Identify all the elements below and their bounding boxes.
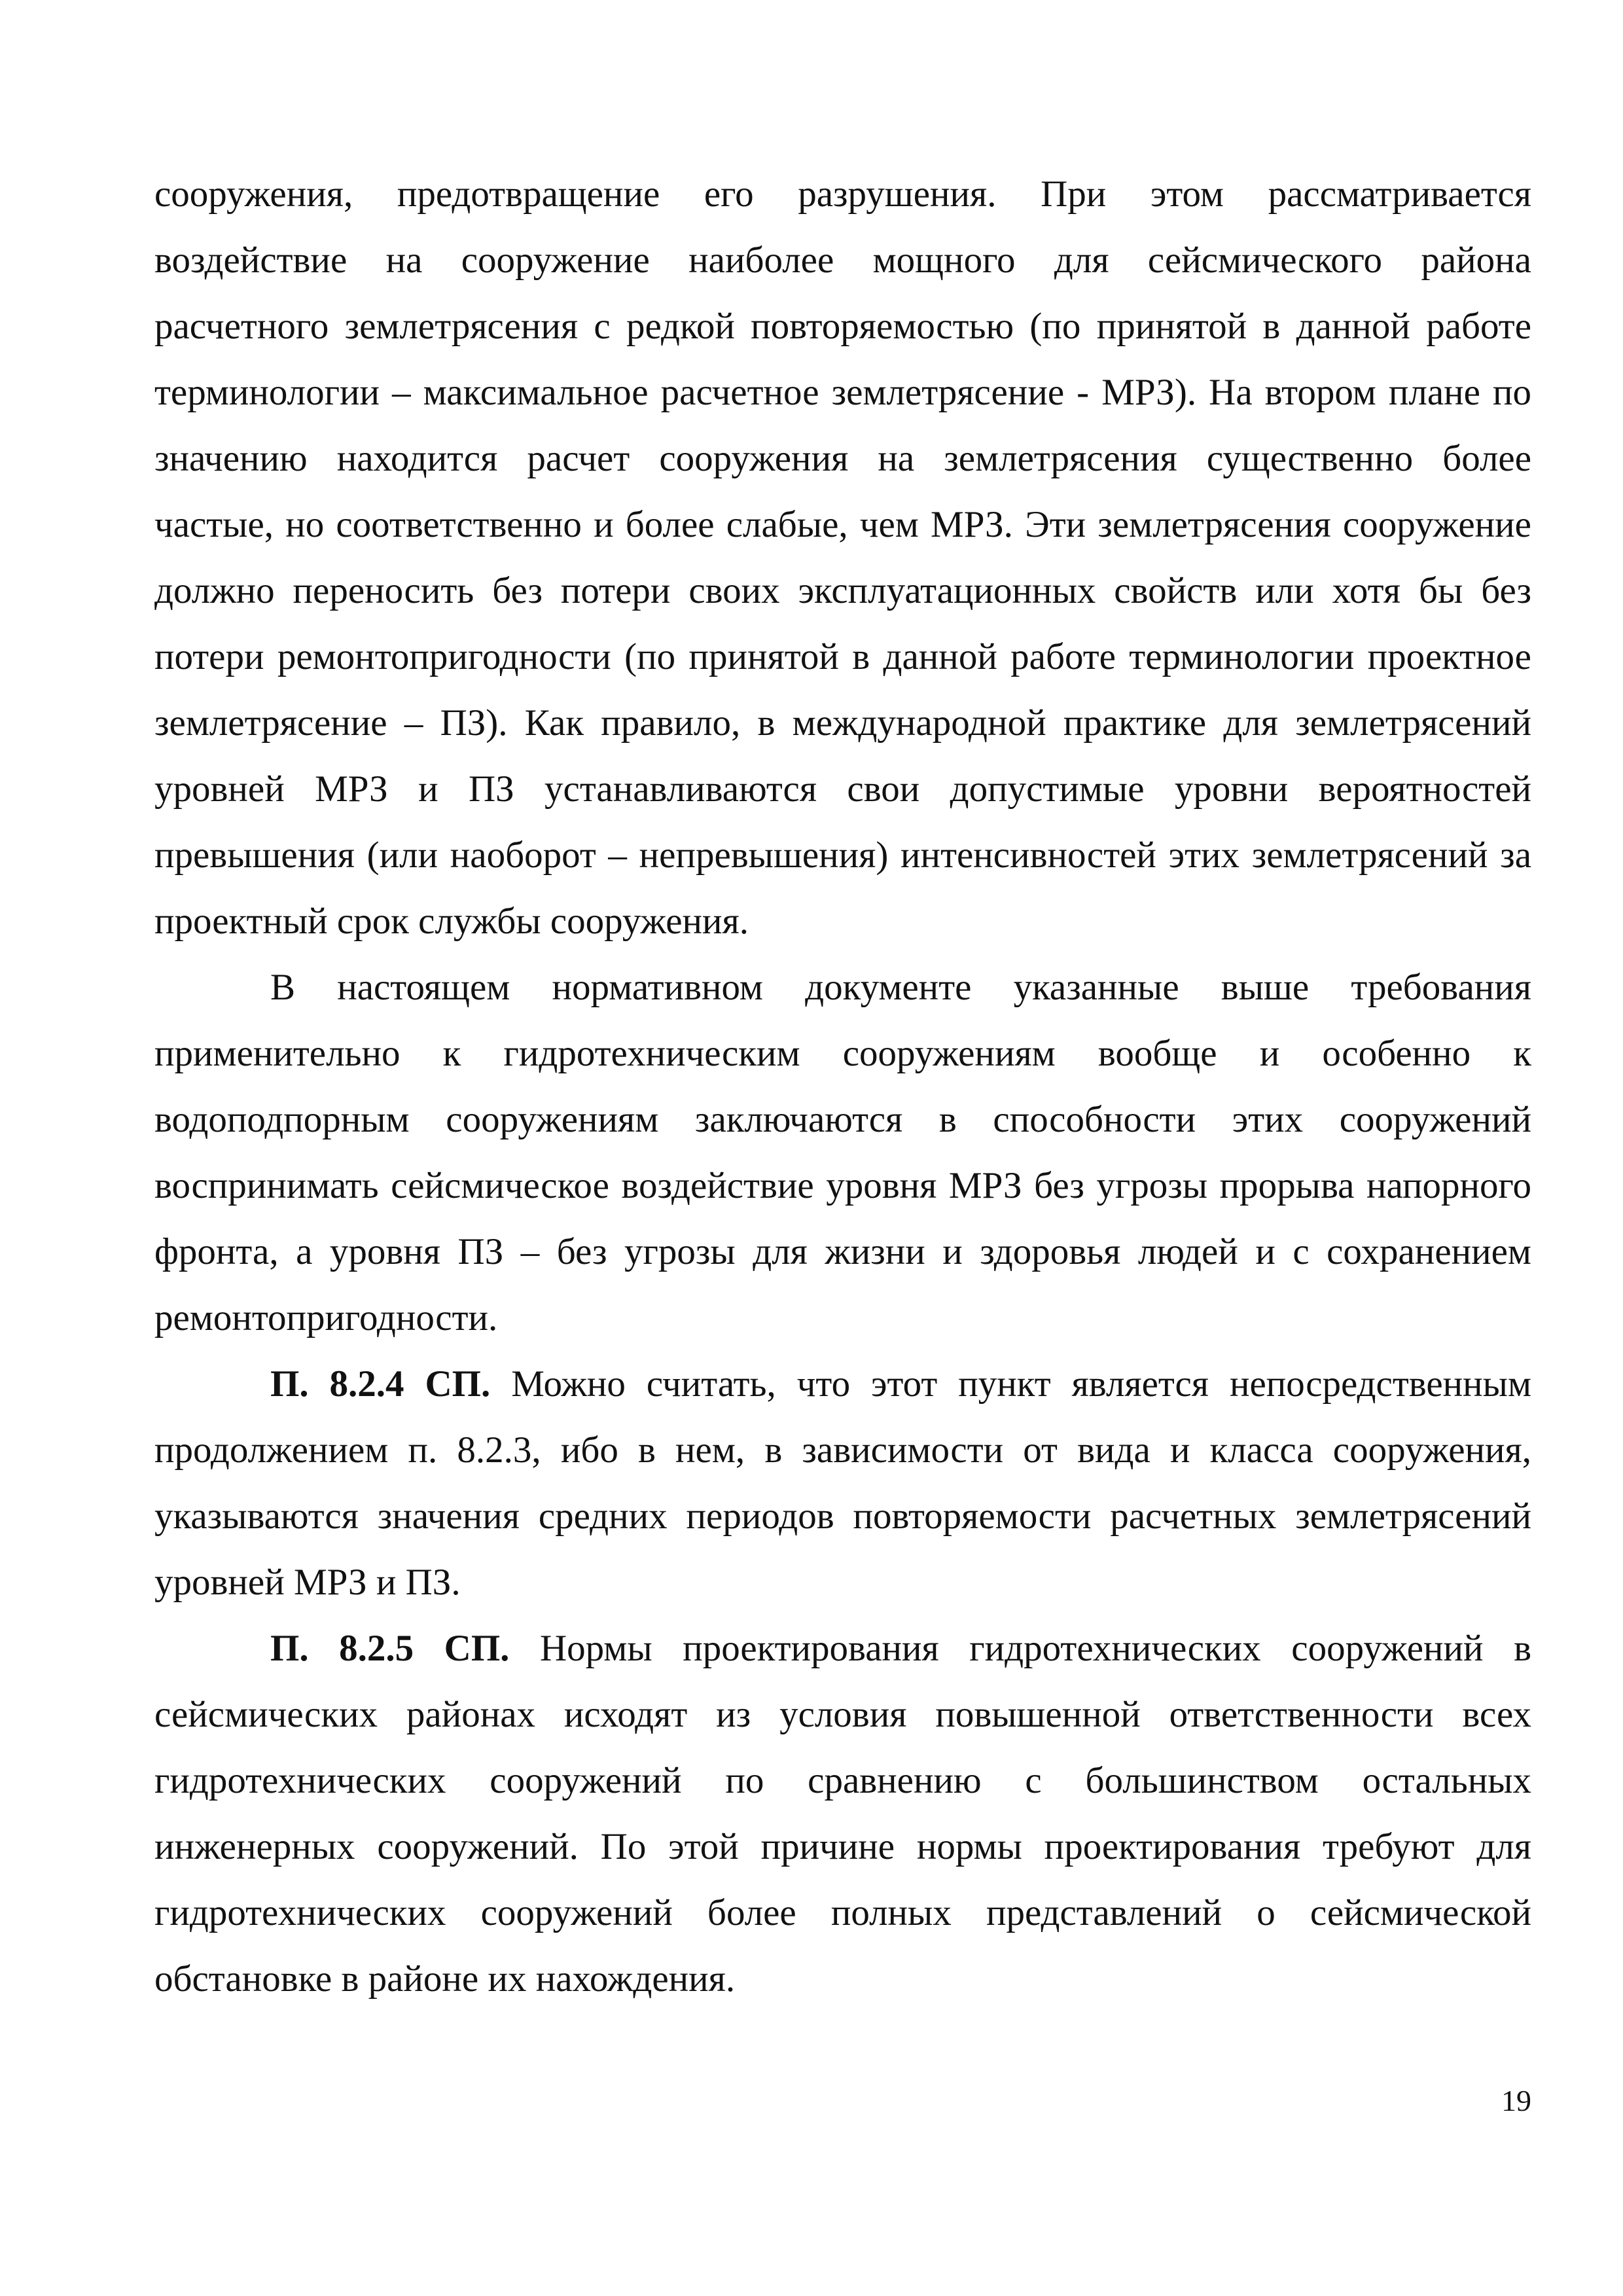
paragraph-line: частые, но соответственно и более слабые, чем МРЗ. Эти землетрясения сооружение bbox=[154, 504, 1531, 545]
paragraph-line: гидротехнических сооружений по сравнению с большинством остальных bbox=[154, 1760, 1531, 1801]
paragraph-line: терминологии – максимальное расчетное землетрясение - МРЗ). На втором плане по bbox=[154, 372, 1531, 413]
paragraph-line-text: Можно считать, что этот пункт является непосредственным bbox=[511, 1363, 1531, 1405]
paragraph-line: уровней МРЗ и ПЗ. bbox=[154, 1562, 461, 1603]
paragraph-line: превышения (или наоборот – непревышения) интенсивностей этих землетрясений за bbox=[154, 834, 1531, 876]
paragraph-line: сооружения, предотвращение его разрушения. При этом рассматривается bbox=[154, 173, 1531, 215]
page-number: 19 bbox=[1501, 2084, 1531, 2117]
clause-reference: П. 8.2.5 СП. bbox=[270, 1628, 510, 1669]
paragraph-line bbox=[154, 1351, 1531, 1417]
paragraph-line: обстановке в районе их нахождения. bbox=[154, 1958, 736, 2000]
paragraph-line: инженерных сооружений. По этой причине нормы проектирования требуют для bbox=[154, 1826, 1531, 1867]
paragraph-line: воздействие на сооружение наиболее мощного для сейсмического района bbox=[154, 240, 1531, 281]
paragraph-line: значению находится расчет сооружения на землетрясения существенно более bbox=[154, 438, 1531, 479]
clause-reference: П. 8.2.4 СП. bbox=[270, 1363, 491, 1405]
paragraph-2 bbox=[154, 954, 1531, 1351]
paragraph-line: воспринимать сейсмическое воздействие уровня МРЗ без угрозы прорыва напорного bbox=[154, 1165, 1531, 1206]
paragraph-line: землетрясение – ПЗ). Как правило, в международной практике для землетрясений bbox=[154, 702, 1531, 744]
paragraph-line: потери ремонтопригодности (по принятой в данной работе терминологии проектное bbox=[154, 636, 1531, 677]
page-body bbox=[154, 161, 1531, 2012]
paragraph-line: продолжением п. 8.2.3, ибо в нем, в зависимости от вида и класса сооружения, bbox=[154, 1429, 1531, 1471]
paragraph-line: проектный срок службы сооружения. bbox=[154, 901, 749, 942]
paragraph-line: ремонтопригодности. bbox=[154, 1297, 498, 1338]
paragraph-line: расчетного землетрясения с редкой повторяемостью (по принятой в данной работе bbox=[154, 306, 1531, 347]
paragraph-line: уровней МРЗ и ПЗ устанавливаются свои допустимые уровни вероятностей bbox=[154, 768, 1531, 810]
paragraph-line: В настоящем нормативном документе указанные выше требования bbox=[270, 967, 1531, 1008]
paragraph-clause-8-2-4 bbox=[154, 1351, 1531, 1615]
paragraph-1 bbox=[154, 161, 1531, 954]
paragraph-line: применительно к гидротехническим сооружениям вообще и особенно к bbox=[154, 1033, 1531, 1074]
paragraph-line: гидротехнических сооружений более полных представлений о сейсмической bbox=[154, 1892, 1531, 1933]
paragraph-line-text: Нормы проектирования гидротехнических сооружений в bbox=[539, 1628, 1531, 1669]
paragraph-line: фронта, а уровня ПЗ – без угрозы для жизни и здоровья людей и с сохранением bbox=[154, 1231, 1531, 1272]
paragraph-line: должно переносить без потери своих эксплуатационных свойств или хотя бы без bbox=[154, 570, 1531, 611]
paragraph-clause-8-2-5 bbox=[154, 1615, 1531, 2012]
paragraph-line: водоподпорным сооружениям заключаются в способности этих сооружений bbox=[154, 1099, 1531, 1140]
paragraph-line: указываются значения средних периодов повторяемости расчетных землетрясений bbox=[154, 1496, 1531, 1537]
paragraph-line bbox=[154, 1615, 1531, 1681]
paragraph-line: сейсмических районах исходят из условия повышенной ответственности всех bbox=[154, 1694, 1531, 1735]
